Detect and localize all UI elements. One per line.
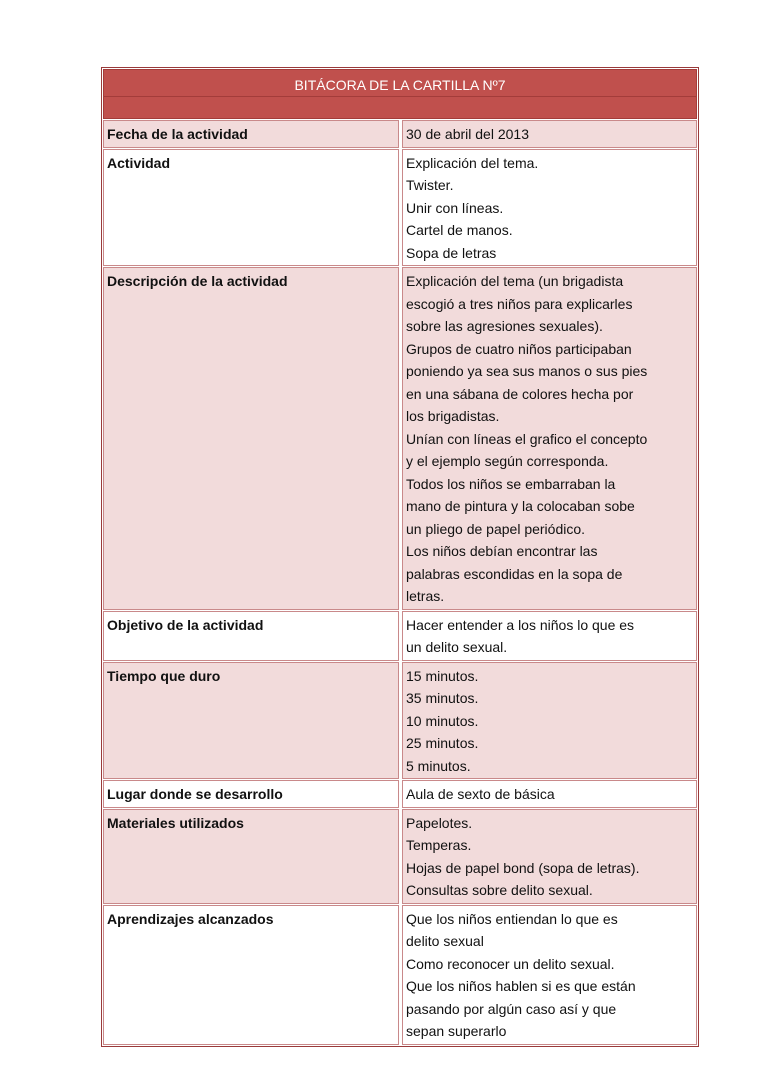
value-line: Papelotes. (406, 814, 473, 831)
value-line: y el ejemplo según corresponda. (406, 453, 609, 469)
value-line: Hacer entender a los niños lo que es (406, 616, 635, 633)
table-body (102, 120, 698, 1045)
value-line: delito sexual (406, 933, 484, 949)
row-value (402, 267, 697, 610)
value-line: Todos los niños se embarraban la (406, 475, 616, 492)
value-line: Unir con líneas. (406, 199, 504, 216)
row-value (402, 780, 697, 808)
value-line: Grupos de cuatro niños participaban (406, 340, 632, 357)
row-value (402, 662, 697, 780)
table-row (103, 120, 697, 148)
value-line: un pliego de papel periódico. (406, 520, 586, 537)
value-line: 30 de abril del 2013 (406, 126, 529, 142)
value-line: Explicación del tema (un brigadista (406, 273, 624, 289)
row-label: Fecha de la actividad (103, 120, 399, 148)
value-line: escogió a tres niños para explicarles (406, 295, 633, 312)
row-value (402, 120, 697, 148)
row-value (402, 149, 697, 267)
table-row (103, 662, 697, 780)
value-line: Hojas de papel bond (sopa de letras). (406, 859, 640, 876)
row-label: Tiempo que duro (103, 662, 399, 780)
table-row (103, 149, 697, 267)
value-line: mano de pintura y la colocaban sobe (406, 498, 635, 514)
row-value (402, 611, 697, 661)
table-row (103, 780, 697, 808)
table-row (103, 905, 697, 1045)
table-title: BITÁCORA DE LA CARTILLA Nº7 (294, 77, 506, 93)
table-title-bar (103, 69, 697, 119)
value-line: sobre las agresiones sexuales). (406, 318, 603, 334)
row-value (402, 809, 697, 904)
row-label: Descripción de la actividad (103, 267, 399, 610)
value-line: Cartel de manos. (406, 222, 513, 238)
table-row (103, 611, 697, 661)
value-line: Sopa de letras (406, 244, 497, 261)
log-table (101, 67, 699, 1047)
row-label: Actividad (103, 149, 399, 267)
value-line: 15 minutos. (406, 667, 479, 684)
row-label: Lugar donde se desarrollo (103, 780, 399, 808)
value-line: pasando por algún caso así y que (406, 1000, 617, 1017)
value-line: Como reconocer un delito sexual. (406, 955, 615, 972)
row-label: Materiales utilizados (103, 809, 399, 904)
value-line: 25 minutos. (406, 735, 479, 751)
value-line: los brigadistas. (406, 408, 500, 424)
value-line: Que los niños entiendan lo que es (406, 910, 618, 927)
value-line: Consultas sobre delito sexual. (406, 882, 593, 898)
value-line: poniendo ya sea sus manos o sus pies (406, 363, 648, 379)
title-divider (104, 96, 696, 97)
value-line: sepan superarlo (406, 1023, 507, 1039)
row-label: Objetivo de la actividad (103, 611, 399, 661)
row-label: Aprendizajes alcanzados (103, 905, 399, 1045)
value-line: Los niños debían encontrar las (406, 543, 598, 559)
value-line: 10 minutos. (406, 712, 479, 729)
value-line: palabras escondidas en la sopa de (406, 565, 623, 582)
table-row (103, 267, 697, 610)
value-line: 5 minutos. (406, 757, 471, 774)
value-line: un delito sexual. (406, 639, 508, 655)
row-value (402, 905, 697, 1045)
table-row (103, 809, 697, 904)
value-line: Explicación del tema. (406, 154, 539, 171)
value-line: letras. (406, 588, 445, 604)
value-line: Aula de sexto de básica (406, 786, 555, 802)
value-line: Unían con líneas el grafico el concepto (406, 430, 648, 447)
value-line: 35 minutos. (406, 690, 479, 706)
value-line: Temperas. (406, 837, 472, 853)
value-line: Que los niños hablen si es que están (406, 978, 636, 994)
value-line: en una sábana de colores hecha por (406, 385, 634, 402)
value-line: Twister. (406, 177, 454, 193)
